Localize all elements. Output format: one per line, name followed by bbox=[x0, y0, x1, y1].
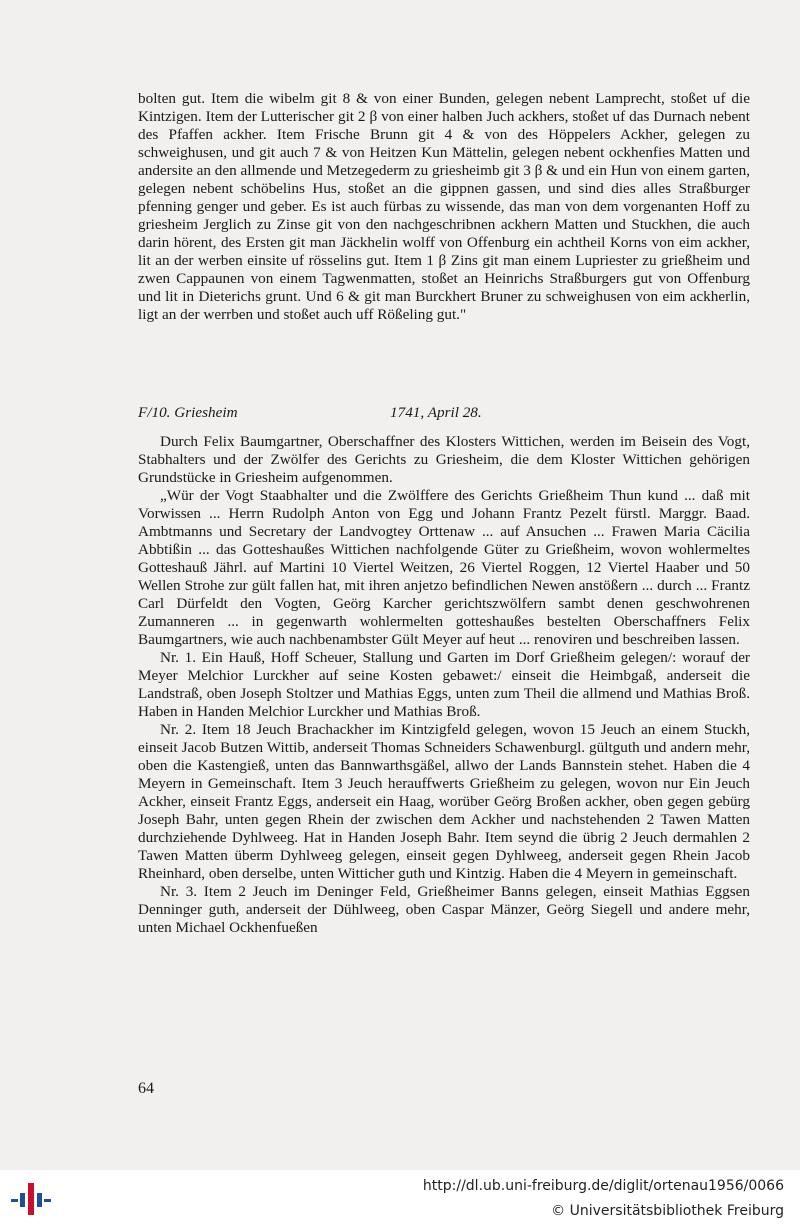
paragraph-nr2: Nr. 2. Item 18 Jeuch Brachackher im Kintzigfeld gelegen, wovon 15 Jeuch an einem Stuckh, einseit Jacob Butzen Wittib, anderseit Thomas Schneiders Schawenburgl. gültguth und andern mehr, oben die Kastengieß, unten das Bannwarthsgäßel, allwo der Lands Bannstein stehet. Haben die 4 Meyern in Gemeinschaft. Item 3 Jeuch herauffwerts Grießheim zu gelegen, wovon nur Ein Jeuch Ackher, einseit Frantz Eggs, anderseit ein Haag, worüber Geörg Broßen ackher, oben gegen gebürg Joseph Bahr, unten gegen Rhein der zwischen dem Ackher und nachstehenden 2 Tawen Matten durchziehende Dyhlweeg. Hat in Handen Joseph Bahr. Item seynd die übrig 2 Jeuch dermahlen 2 Tawen Matten überm Dyhlweeg gelegen, einseit gegen Dyhlweeg, anderseit gegen Rhein Jacob Rheinhard, oben derselbe, unten Witticher guth und Kintzig. Haben die 4 Meyern in gemeinschaft. bbox=[138, 721, 750, 882]
paragraph-summary: Durch Felix Baumgartner, Oberschaffner des Klosters Wittichen, werden im Beisein des Vogt, Stabhalters und der Zwölfer des Gerichts zu Griesheim, die dem Kloster Wittichen gehörigen Grundstücke in Griesheim aufgenommen. bbox=[138, 433, 750, 486]
heading-location: F/10. Griesheim bbox=[138, 404, 238, 421]
paragraph-quote: „Wür der Vogt Staabhalter und die Zwölffere des Gerichts Grießheim Thun kund ... daß mit Vorwissen ... Herrn Rudolph Anton von Egg und Johann Frantz Pezelt fürstl. Marggr. Baad. Ambtmanns und Secretary der Landvogtey Orttenaw ... auf Ansuchen ... Frawen Maria Cäcilia Abbtißin ... das Gotteshaußes Wittichen nachfolgende Güter zu Grießheim, wovon wohlermeltes Gotteshauß Jährl. auf Martini 10 Viertel Weitzen, 26 Viertel Roggen, 12 Viertel Haaber und 50 Wellen Strohe zur gült fallen hat, mit ihren anjetzo befindlichen Newen anstößern ... durch ... Frantz Carl Dürfeldt den Vogten, Geörg Karcher gerichtszwölfern sambt denen geschwohrenen Zumanneren ... in gegenwarth wohlermelten gotteshaußes bestelten Oberschaffners Felix Baumgartners, wie auch nachbenambster Gült Meyer auf heut ... renoviren und beschreiben lassen. bbox=[138, 487, 750, 648]
text-block-top bbox=[138, 90, 750, 324]
document-heading bbox=[138, 404, 750, 422]
footer-copyright: © Universitätsbibliothek Freiburg bbox=[551, 1203, 784, 1219]
ub-freiburg-logo-icon bbox=[10, 1179, 52, 1219]
footer-url-link[interactable]: http://dl.ub.uni-freiburg.de/diglit/ortenau1956/0066 bbox=[422, 1178, 784, 1194]
paragraph-nr3: Nr. 3. Item 2 Jeuch im Deninger Feld, Grießheimer Banns gelegen, einseit Mathias Eggsen Denninger guth, anderseit der Dühlweeg, oben Caspar Mänzer, Geörg Siegell und andere mehr, unten Michael Ockhenfueßen bbox=[138, 883, 750, 936]
footer-bar bbox=[0, 1170, 800, 1226]
page-number: 64 bbox=[138, 1080, 154, 1097]
text-block-main bbox=[138, 433, 750, 937]
heading-date: 1741, April 28. bbox=[390, 404, 482, 421]
paragraph-nr1: Nr. 1. Ein Hauß, Hoff Scheuer, Stallung und Garten im Dorf Grießheim gelegen/: worauf der Meyer Melchior Lurckher auf seine Kosten gebawet:/ einseit die Heimbgaß, anderseit die Landstraß, oben Joseph Stoltzer und Mathias Eggs, unten zum Theil die allmend und Mathias Broß. Haben in Handen Melchior Lurckher und Mathias Broß. bbox=[138, 649, 750, 720]
paragraph-continuation: bolten gut. Item die wibelm git 8 & von einer Bunden, gelegen nebent Lamprecht, stoßet uf die Kintzigen. Item der Lutterischer git 2 β von einer halben Juch ackhers, stoßet uf das Durnach nebent des Pfaffen ackher. Item Frische Brunn git 4 & von des Höppelers Ackher, gelegen zu schweighusen, und git auch 7 & von Heitzen Kun Mättelin, gelegen nebent ockhenfies Matten und andersite an den allmende und Metzegederm zu griesheimb git 3 β & und ein Hun von einem garten, gelegen nebent schöbelins Hus, stoßet an die gippnen gassen, und sind dies alles Straßburger pfenning genger und geber. Es ist auch fürbas zu wissende, das man von dem vorgenanten Hoff zu griesheim Jerglich zu Zinse git von den nachgeschribnen ackhern Matten und Stuckhen, die auch darin hörent, des Ersten git man Jäckhelin wolff von Offenburg ein achtheil Korns von eim ackher, lit an der werben einsite uf rösselins gut. Item 1 β Zins git man einem Lupriester zu grießheim und zwen Cappaunen von einem Tagwenmatten, stoßet an Heinrichs Straßburgers gut von Offenburg und lit in Dieterichs grunt. Und 6 & git man Burckhert Bruner zu schweighusen von eim ackherlin, ligt an der werrben und stoßet auch uff Rößeling gut." bbox=[138, 90, 750, 323]
